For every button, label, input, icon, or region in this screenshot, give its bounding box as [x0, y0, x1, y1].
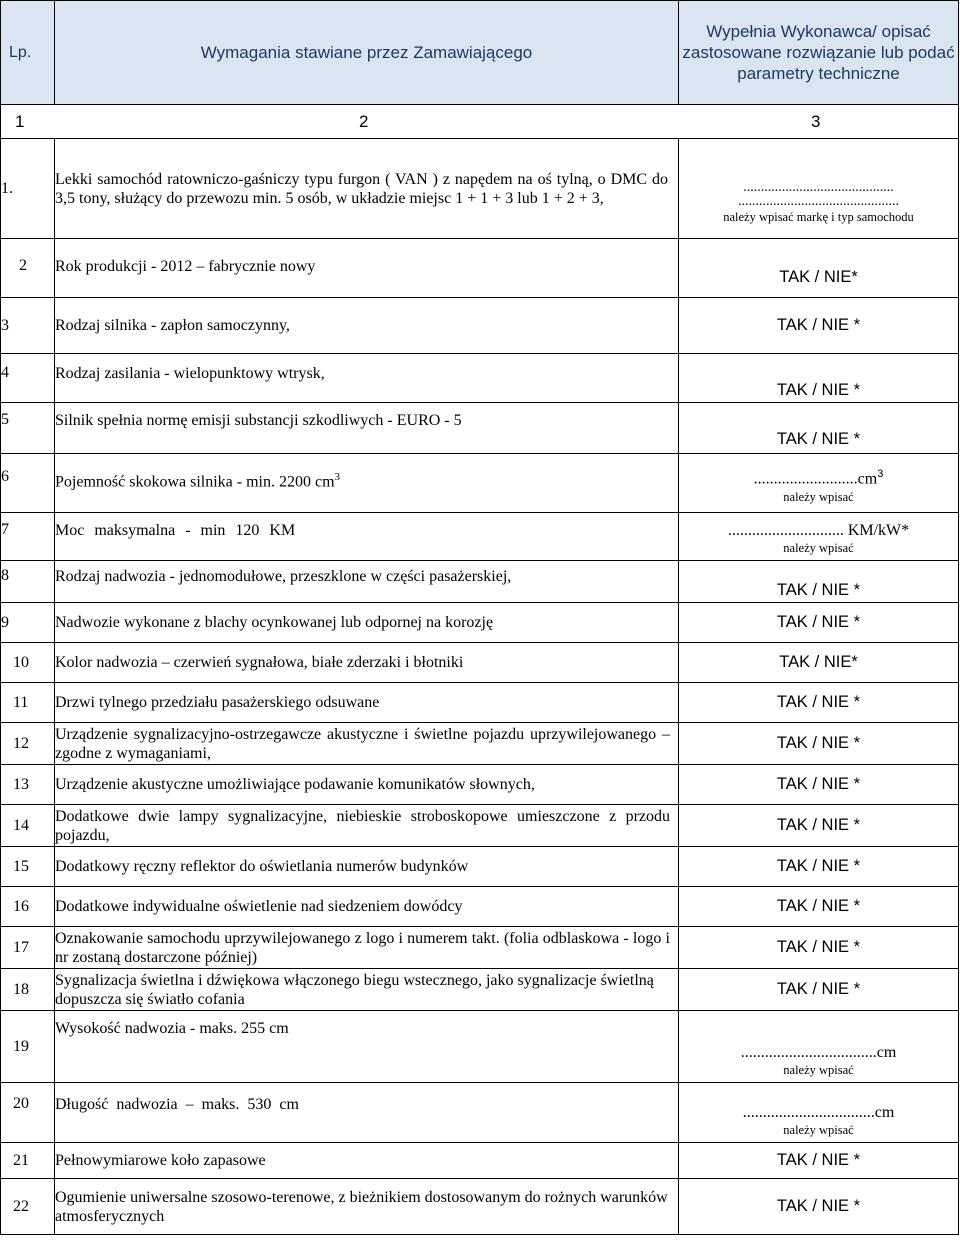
row-answer: TAK / NIE *	[679, 969, 959, 1011]
row-lp: 18	[1, 969, 55, 1011]
table-row	[1, 454, 959, 513]
row-requirement: Dodatkowe dwie lampy sygnalizacyjne, niebieskie stroboskopowe umieszczone z przodu pojazdu,	[55, 805, 679, 847]
column-number-2: 2	[359, 112, 369, 131]
row-lp: 17	[1, 927, 55, 969]
row-answer: TAK / NIE *	[679, 805, 959, 847]
row-requirement: Dodatkowy ręczny reflektor do oświetlania numerów budynków	[55, 847, 679, 887]
row-requirement: Kolor nadwozia – czerwień sygnałowa, białe zderzaki i błotniki	[55, 643, 679, 683]
row-lp: 21	[1, 1143, 55, 1179]
row-requirement: Rodzaj silnika - zapłon samoczynny,	[55, 298, 679, 354]
row-lp: 11	[1, 683, 55, 723]
table-row	[1, 887, 959, 927]
table-row	[1, 969, 959, 1011]
row-requirement	[55, 513, 679, 561]
answer-note: należy wpisać	[783, 1063, 854, 1077]
row-requirement: Długość nadwozia – maks. 530 cm	[55, 1083, 679, 1143]
row-requirement: Ogumienie uniwersalne szosowo-terenowe, z bieżnikiem dostosowanym do rożnych warunków atmosferycznych	[55, 1179, 679, 1235]
table-row	[1, 513, 959, 561]
row-lp: 1.	[1, 139, 55, 239]
row-answer	[679, 1011, 959, 1083]
row-requirement	[55, 454, 679, 513]
table-row	[1, 805, 959, 847]
row-answer: TAK / NIE *	[679, 847, 959, 887]
row-answer	[679, 454, 959, 513]
row-lp: 14	[1, 805, 55, 847]
table-row	[1, 354, 959, 403]
answer-value: ..........................cm	[753, 470, 878, 488]
row-answer: TAK / NIE *	[679, 927, 959, 969]
answer-note: należy wpisać	[783, 1123, 854, 1137]
row-lp: 8	[1, 561, 55, 603]
requirement-text: Moc maksymalna - min 120 KM	[55, 522, 296, 539]
row-lp: 13	[1, 765, 55, 805]
row-answer: TAK / NIE *	[679, 1179, 959, 1235]
table-row	[1, 723, 959, 765]
row-lp: 4	[1, 354, 55, 403]
table-row	[1, 1083, 959, 1143]
column-number-3: 3	[811, 112, 821, 131]
row-lp: 22	[1, 1179, 55, 1235]
row-answer: TAK / NIE *	[679, 887, 959, 927]
answer-note: należy wpisać	[783, 489, 854, 504]
row-requirement: Urządzenie sygnalizacyjno-ostrzegawcze akustyczne i świetlne pojazdu uprzywilejowanego – zgodne z wymaganiami,	[55, 723, 679, 765]
answer-note: należy wpisać markę i typ samochodu	[723, 209, 914, 224]
row-lp: 15	[1, 847, 55, 887]
requirement-text: Pojemność skokowa silnika - min. 2200 cm	[55, 473, 335, 491]
answer-dots: ...........................................	[743, 179, 894, 195]
row-lp: 6	[1, 454, 55, 513]
header-row	[1, 1, 959, 105]
row-answer: TAK / NIE *	[679, 354, 959, 403]
row-lp: 19	[1, 1011, 55, 1083]
column-number-row	[1, 105, 959, 139]
row-lp: 5	[1, 403, 55, 454]
row-requirement: Silnik spełnia normę emisji substancji szkodliwych - EURO - 5	[55, 403, 679, 454]
table-row	[1, 847, 959, 887]
table-row	[1, 139, 959, 239]
row-requirement: Dodatkowe indywidualne oświetlenie nad siedzeniem dowódcy	[55, 887, 679, 927]
header-requirements: Wymagania stawiane przez Zamawiającego	[55, 1, 679, 105]
row-answer: TAK / NIE *	[679, 603, 959, 643]
answer-dots: ..............................................	[738, 193, 899, 209]
row-answer: TAK / NIE *	[679, 683, 959, 723]
row-requirement: Rodzaj nadwozia - jednomodułowe, przeszklone w części pasażerskiej,	[55, 561, 679, 603]
answer-superscript: 3	[877, 468, 884, 480]
row-answer: TAK / NIE *	[679, 403, 959, 454]
row-requirement: Pełnowymiarowe koło zapasowe	[55, 1143, 679, 1179]
row-requirement: Wysokość nadwozia - maks. 255 cm	[55, 1011, 679, 1083]
answer-value: .................................cm	[742, 1104, 895, 1121]
row-requirement: Rok produkcji - 2012 – fabrycznie nowy	[55, 239, 679, 298]
table-row	[1, 927, 959, 969]
table-row	[1, 683, 959, 723]
row-answer: TAK / NIE *	[679, 1143, 959, 1179]
row-lp: 12	[1, 723, 55, 765]
row-answer: TAK / NIE*	[679, 239, 959, 298]
table-row	[1, 561, 959, 603]
table-row	[1, 1179, 959, 1235]
row-answer: TAK / NIE *	[679, 723, 959, 765]
row-answer: TAK / NIE *	[679, 561, 959, 603]
row-requirement: Rodzaj zasilania - wielopunktowy wtrysk,	[55, 354, 679, 403]
table-row	[1, 765, 959, 805]
table-row	[1, 603, 959, 643]
column-number-1: 1	[15, 112, 25, 131]
row-answer: TAK / NIE *	[679, 765, 959, 805]
row-lp: 7	[1, 513, 55, 561]
row-answer	[679, 513, 959, 561]
row-requirement: Drzwi tylnego przedziału pasażerskiego odsuwane	[55, 683, 679, 723]
column-numbers	[1, 105, 959, 139]
row-lp: 2	[1, 239, 55, 298]
row-lp: 20	[1, 1083, 55, 1143]
row-answer	[679, 139, 959, 239]
table-row	[1, 643, 959, 683]
row-requirement: Oznakowanie samochodu uprzywilejowanego z logo i numerem takt. (folia odblaskowa - logo i nr zostaną dostarczone później)	[55, 927, 679, 969]
header-lp: Lp.	[1, 1, 55, 105]
row-requirement: Nadwozie wykonane z blachy ocynkowanej lub odpornej na korozję	[55, 603, 679, 643]
row-lp: 10	[1, 643, 55, 683]
answer-value: ..................................cm	[740, 1044, 897, 1061]
header-contractor: Wypełnia Wykonawca/ opisać zastosowane rozwiązanie lub podać parametry techniczne	[679, 1, 959, 105]
row-lp: 16	[1, 887, 55, 927]
row-requirement: Lekki samochód ratowniczo-gaśniczy typu furgon ( VAN ) z napędem na oś tylną, o DMC do 3,5 tony, służący do przewozu min. 5 osób, w układzie miejsc 1 + 1 + 3 lub 1 + 2 + 3,	[55, 139, 679, 239]
row-answer: TAK / NIE*	[679, 643, 959, 683]
row-answer: TAK / NIE *	[679, 298, 959, 354]
answer-value: ............................. KM/kW*	[727, 522, 910, 539]
row-requirement: Sygnalizacja świetlna i dźwiękowa włączonego biegu wstecznego, jako sygnalizacje świetlną dopuszcza się światło cofania	[55, 969, 679, 1011]
row-requirement: Urządzenie akustyczne umożliwiające podawanie komunikatów słownych,	[55, 765, 679, 805]
row-answer	[679, 1083, 959, 1143]
row-lp: 9	[1, 603, 55, 643]
row-lp: 3	[1, 298, 55, 354]
table-row	[1, 298, 959, 354]
requirement-superscript: 3	[334, 471, 341, 483]
table-row	[1, 1011, 959, 1083]
answer-note: należy wpisać	[783, 541, 854, 555]
table-row	[1, 403, 959, 454]
table-row	[1, 1143, 959, 1179]
table-row	[1, 239, 959, 298]
